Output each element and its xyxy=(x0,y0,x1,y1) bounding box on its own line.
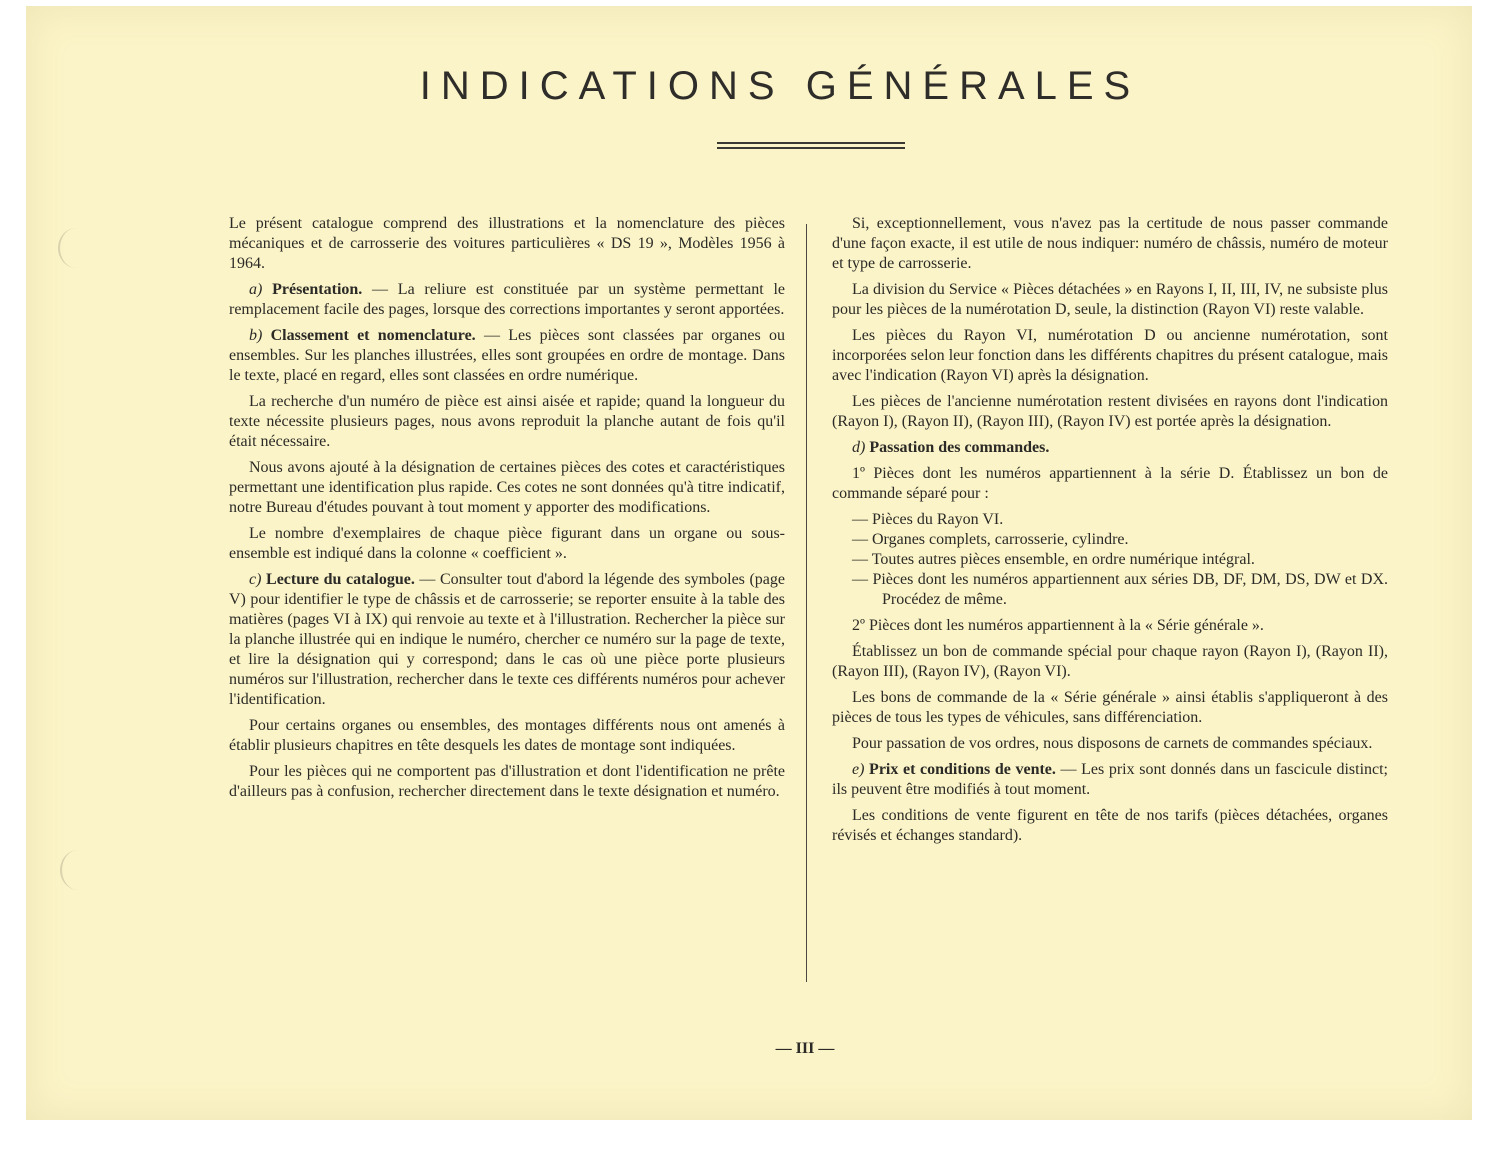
title-rule-bottom xyxy=(717,147,905,149)
section-c-text: — Consulter tout d'abord la légende des symboles (page V) pour identifier le type de châssis et de carrosserie; se reporter ensuite à la table des matières (pages VI à IX) qui renvoie au texte et à l'illustration. Rechercher la pièce sur la planche illustrée qui en indique le numéro, chercher ce numéro sur la page de texte, et lire la désignation qui y correspond; dans le cas où une pièce porte plusieurs numéros sur l'illustration, rechercher dans le texte ces différents numéros pour achever l'identification. xyxy=(229,571,785,708)
intro-paragraph: Le présent catalogue comprend des illustrations et la nomenclature des pièces mécaniques et de carrosserie des voitures particulières « DS 19 », Modèles 1956 à 1964. xyxy=(229,215,785,272)
section-a-heading: Présentation. xyxy=(272,281,363,298)
section-e-heading: Prix et conditions de vente. xyxy=(869,761,1056,778)
list-item: — Pièces du Rayon VI. xyxy=(852,511,1004,528)
paragraph-division: La division du Service « Pièces détachées » en Rayons I, II, III, IV, ne subsiste plus pour les pièces de la numérotation D, seule, la distinction (Rayon VI) reste valable. xyxy=(832,281,1388,318)
right-column xyxy=(832,214,1388,852)
paragraph-recherche: La recherche d'un numéro de pièce est ainsi aisée et rapide; quand la longueur du texte nécessite plusieurs pages, nous avons reproduit la planche autant de fois qu'il était nécessaire. xyxy=(229,393,785,450)
section-a-label: a) xyxy=(249,281,263,298)
list-item: — Organes complets, carrosserie, cylindre. xyxy=(852,531,1129,548)
section-c-heading: Lecture du catalogue. xyxy=(266,571,415,588)
list-item: — Pièces dont les numéros appartiennent aux séries DB, DF, DM, DS, DW et DX. Procédez de même. xyxy=(852,571,1388,608)
section-d xyxy=(832,438,1388,458)
list-item: — Toutes autres pièces ensemble, en ordre numérique intégral. xyxy=(852,551,1255,568)
punch-hole-top xyxy=(58,228,94,268)
section-b-text: — Les pièces sont classées par organes ou ensembles. Sur les planches illustrées, elles sont groupées en ordre de montage. Dans le texte, placé en regard, elles sont classées en ordre numérique. xyxy=(229,327,785,384)
paragraph-serie-generale: 2º Pièces dont les numéros appartiennent à la « Série générale ». xyxy=(852,617,1264,634)
paragraph-certitude: Si, exceptionnellement, vous n'avez pas la certitude de nous passer commande d'une façon exacte, il est utile de nous indiquer: numéro de châssis, numéro de moteur et type de carrosserie. xyxy=(832,215,1388,272)
paragraph-bons: Les bons de commande de la « Série générale » ainsi établis s'appliqueront à des pièces de tous les types de véhicules, sans différenciation. xyxy=(832,689,1388,726)
paragraph-nombre: Le nombre d'exemplaires de chaque pièce figurant dans un organe ou sous-ensemble est indiqué dans la colonne « coefficient ». xyxy=(229,525,785,562)
paragraph-ancienne: Les pièces de l'ancienne numérotation restent divisées en rayons dont l'indication (Rayon I), (Rayon II), (Rayon III), (Rayon IV) est portée après la désignation. xyxy=(832,393,1388,430)
punch-hole-bottom xyxy=(60,850,96,890)
section-e-label: e) xyxy=(852,761,865,778)
left-column xyxy=(229,214,785,808)
page-number: — III — xyxy=(775,1040,835,1057)
paragraph-conditions: Les conditions de vente figurent en tête de nos tarifs (pièces détachées, organes révisés et échanges standard). xyxy=(832,807,1388,844)
paragraph-rayon-vi: Les pièces du Rayon VI, numérotation D ou ancienne numérotation, sont incorporées selon leur fonction dans les différents chapitres du présent catalogue, mais avec l'indication (Rayon VI) après la désignation. xyxy=(832,327,1388,384)
section-b xyxy=(229,326,785,386)
paragraph-etablissez: Établissez un bon de commande spécial pour chaque rayon (Rayon I), (Rayon II), (Rayon III), (Rayon IV), (Rayon VI). xyxy=(832,643,1388,680)
section-e xyxy=(832,760,1388,800)
paragraph-sans-illustration: Pour les pièces qui ne comportent pas d'illustration et dont l'identification ne prête d'ailleurs pas à confusion, rechercher directement dans le texte désignation et numéro. xyxy=(229,763,785,800)
paragraph-serie-d: 1º Pièces dont les numéros appartiennent à la série D. Établissez un bon de commande séparé pour : xyxy=(832,465,1388,502)
section-a-text: — La reliure est constituée par un système permettant le remplacement facile des pages, lorsque des corrections importantes y seront apportées. xyxy=(229,281,786,318)
section-c-label: c) xyxy=(249,571,262,588)
section-a xyxy=(229,280,785,320)
paragraph-organes: Pour certains organes ou ensembles, des montages différents nous ont amenés à établir plusieurs chapitres en tête desquels les dates de montage sont indiquées. xyxy=(229,717,785,754)
section-d-label: d) xyxy=(852,439,866,456)
section-b-label: b) xyxy=(249,327,263,344)
paragraph-carnets: Pour passation de vos ordres, nous disposons de carnets de commandes spéciaux. xyxy=(852,735,1373,752)
section-e-text: — Les prix sont donnés dans un fascicule distinct; ils peuvent être modifiés à tout moment. xyxy=(832,761,1388,798)
column-divider xyxy=(806,224,807,982)
paragraph-cotes: Nous avons ajouté à la désignation de certaines pièces des cotes et caractéristiques permettant une identification plus rapide. Ces cotes ne sont données qu'à titre indicatif, notre Bureau d'études pouvant à tout moment y apporter des modifications. xyxy=(229,459,785,516)
section-b-heading: Classement et nomenclature. xyxy=(270,327,476,344)
section-c xyxy=(229,570,785,710)
title-rule-top xyxy=(717,142,905,144)
section-d-heading: Passation des commandes. xyxy=(869,439,1050,456)
page-title: INDICATIONS GÉNÉRALES xyxy=(419,64,1141,108)
